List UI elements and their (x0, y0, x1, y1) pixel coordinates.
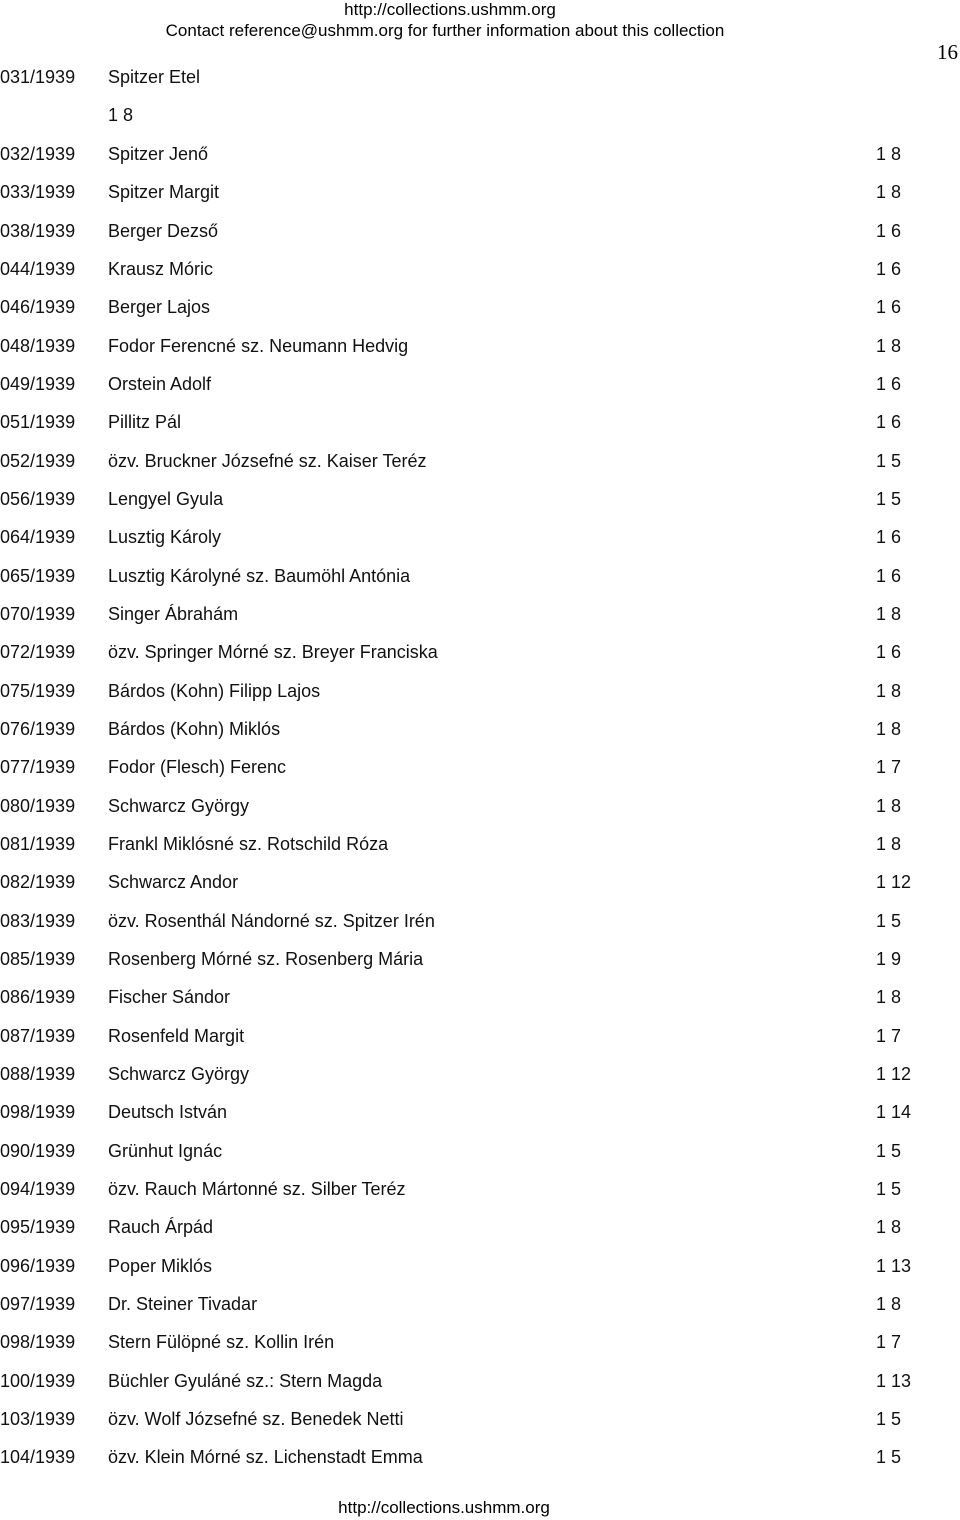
table-row (0, 1407, 960, 1431)
record-id: 098/1939 (0, 1332, 76, 1352)
record-pages: 1 7 (876, 1026, 902, 1046)
record-pages: 1 8 (876, 604, 902, 624)
record-name: Lusztig Károlyné sz. Baumöhl Antónia (108, 566, 411, 586)
table-row (0, 372, 960, 396)
record-pages: 1 14 (876, 1102, 912, 1122)
table-row (0, 985, 960, 1009)
record-id: 095/1939 (0, 1217, 76, 1237)
record-id: 052/1939 (0, 451, 76, 471)
record-name: Rosenfeld Margit (108, 1026, 245, 1046)
table-row (0, 564, 960, 588)
record-id: 086/1939 (0, 987, 76, 1007)
record-id: 080/1939 (0, 796, 76, 816)
record-name: Spitzer Margit (108, 182, 220, 202)
record-id: 046/1939 (0, 297, 76, 317)
table-row (0, 717, 960, 741)
record-pages: 1 6 (876, 297, 902, 317)
record-pages: 1 5 (876, 451, 902, 471)
record-pages: 1 5 (876, 1409, 902, 1429)
table-row (0, 1024, 960, 1048)
table-row (0, 794, 960, 818)
record-pages: 1 8 (876, 796, 902, 816)
record-name: Berger Lajos (108, 297, 211, 317)
record-pages: 1 5 (876, 489, 902, 509)
table-row (0, 449, 960, 473)
record-name: Berger Dezső (108, 221, 219, 241)
record-name: özv. Wolf Józsefné sz. Benedek Netti (108, 1409, 404, 1429)
record-id: 100/1939 (0, 1371, 76, 1391)
record-id: 081/1939 (0, 834, 76, 854)
record-pages: 1 8 (876, 1294, 902, 1314)
record-id: 082/1939 (0, 872, 76, 892)
record-pages: 1 13 (876, 1256, 912, 1276)
record-pages: 1 8 (876, 336, 902, 356)
record-name: özv. Rauch Mártonné sz. Silber Teréz (108, 1179, 406, 1199)
record-name: Bárdos (Kohn) Filipp Lajos (108, 681, 321, 701)
record-id: 064/1939 (0, 527, 76, 547)
record-name: Lengyel Gyula (108, 489, 224, 509)
table-row (0, 65, 960, 89)
record-pages: 1 13 (876, 1371, 912, 1391)
record-id: 031/1939 (0, 67, 76, 87)
record-name: Schwarcz György (108, 1064, 250, 1084)
record-pages: 1 7 (876, 1332, 902, 1352)
table-row (0, 1445, 960, 1469)
record-name: Orstein Adolf (108, 374, 212, 394)
table-row (0, 832, 960, 856)
record-name: özv. Rosenthál Nándorné sz. Spitzer Irén (108, 911, 435, 931)
table-row (0, 640, 960, 664)
table-row (0, 295, 960, 319)
record-name: Spitzer Etel (108, 67, 201, 87)
table-row (0, 1139, 960, 1163)
record-id: 104/1939 (0, 1447, 76, 1467)
table-row (0, 909, 960, 933)
record-name: özv. Klein Mórné sz. Lichenstadt Emma (108, 1447, 423, 1467)
table-row (0, 602, 960, 626)
record-id: 038/1939 (0, 221, 76, 241)
record-pages: 1 12 (876, 872, 912, 892)
table-row (0, 1254, 960, 1278)
footer-url: http://collections.ushmm.org (338, 1498, 550, 1517)
record-name: özv. Bruckner Józsefné sz. Kaiser Teréz (108, 451, 427, 471)
record-pages: 1 7 (876, 757, 902, 777)
record-id: 056/1939 (0, 489, 76, 509)
record-id: 090/1939 (0, 1141, 76, 1161)
first-entry-pages: 1 8 (108, 105, 134, 125)
record-name: Fischer Sándor (108, 987, 231, 1007)
record-name: Schwarcz Andor (108, 872, 239, 892)
record-name: Lusztig Károly (108, 527, 222, 547)
table-row (0, 1215, 960, 1239)
record-id: 044/1939 (0, 259, 76, 279)
record-pages: 1 6 (876, 642, 902, 662)
record-id: 085/1939 (0, 949, 76, 969)
record-name: Schwarcz György (108, 796, 250, 816)
record-name: Fodor (Flesch) Ferenc (108, 757, 287, 777)
record-pages: 1 8 (876, 681, 902, 701)
record-id: 075/1939 (0, 681, 76, 701)
record-pages: 1 8 (876, 987, 902, 1007)
record-id: 065/1939 (0, 566, 76, 586)
record-name: Frankl Miklósné sz. Rotschild Róza (108, 834, 389, 854)
record-id: 094/1939 (0, 1179, 76, 1199)
record-name: Fodor Ferencné sz. Neumann Hedvig (108, 336, 409, 356)
record-pages: 1 6 (876, 259, 902, 279)
record-name: Dr. Steiner Tivadar (108, 1294, 258, 1314)
table-row (0, 1062, 960, 1086)
record-pages: 1 6 (876, 412, 902, 432)
table-row (0, 219, 960, 243)
table-row (0, 410, 960, 434)
table-row (0, 1369, 960, 1393)
record-pages: 1 5 (876, 1179, 902, 1199)
table-row (0, 1292, 960, 1316)
record-pages: 1 5 (876, 1141, 902, 1161)
record-id: 083/1939 (0, 911, 76, 931)
record-pages: 1 6 (876, 221, 902, 241)
record-name: Rosenberg Mórné sz. Rosenberg Mária (108, 949, 424, 969)
record-id: 072/1939 (0, 642, 76, 662)
record-name: Spitzer Jenő (108, 144, 209, 164)
record-name: özv. Springer Mórné sz. Breyer Franciska (108, 642, 438, 662)
record-id: 103/1939 (0, 1409, 76, 1429)
record-name: Stern Fülöpné sz. Kollin Irén (108, 1332, 335, 1352)
record-name: Poper Miklós (108, 1256, 213, 1276)
record-id: 076/1939 (0, 719, 76, 739)
record-id: 087/1939 (0, 1026, 76, 1046)
page-number: 16 (937, 40, 958, 64)
table-row (0, 755, 960, 779)
table-row (0, 1330, 960, 1354)
record-name: Deutsch István (108, 1102, 228, 1122)
record-name: Singer Ábrahám (108, 604, 239, 624)
record-name: Rauch Árpád (108, 1217, 214, 1237)
record-pages: 1 6 (876, 566, 902, 586)
record-id: 032/1939 (0, 144, 76, 164)
record-pages: 1 8 (876, 144, 902, 164)
record-name: Büchler Gyuláné sz.: Stern Magda (108, 1371, 383, 1391)
record-id: 033/1939 (0, 182, 76, 202)
record-pages: 1 8 (876, 1217, 902, 1237)
record-pages: 1 6 (876, 374, 902, 394)
record-id: 097/1939 (0, 1294, 76, 1314)
record-name: Krausz Móric (108, 259, 214, 279)
record-name: Pillitz Pál (108, 412, 182, 432)
record-id: 070/1939 (0, 604, 76, 624)
header-contact: Contact reference@ushmm.org for further information about this collection (165, 21, 725, 40)
record-pages: 1 8 (876, 834, 902, 854)
record-id: 049/1939 (0, 374, 76, 394)
table-row (0, 870, 960, 894)
record-pages: 1 5 (876, 911, 902, 931)
record-pages: 1 8 (876, 719, 902, 739)
record-pages: 1 6 (876, 527, 902, 547)
table-row (0, 1100, 960, 1124)
header-url: http://collections.ushmm.org (344, 0, 556, 19)
table-row (0, 1177, 960, 1201)
table-row (0, 334, 960, 358)
record-id: 088/1939 (0, 1064, 76, 1084)
record-name: Grünhut Ignác (108, 1141, 223, 1161)
record-id: 077/1939 (0, 757, 76, 777)
table-row (0, 142, 960, 166)
record-id: 051/1939 (0, 412, 76, 432)
record-id: 048/1939 (0, 336, 76, 356)
record-id: 098/1939 (0, 1102, 76, 1122)
table-row (0, 257, 960, 281)
table-row (0, 525, 960, 549)
table-row (0, 947, 960, 971)
table-row (0, 180, 960, 204)
record-pages: 1 9 (876, 949, 902, 969)
record-pages: 1 5 (876, 1447, 902, 1467)
record-name: Bárdos (Kohn) Miklós (108, 719, 281, 739)
record-pages: 1 8 (876, 182, 902, 202)
table-row (0, 679, 960, 703)
record-pages: 1 12 (876, 1064, 912, 1084)
table-row (0, 487, 960, 511)
record-id: 096/1939 (0, 1256, 76, 1276)
